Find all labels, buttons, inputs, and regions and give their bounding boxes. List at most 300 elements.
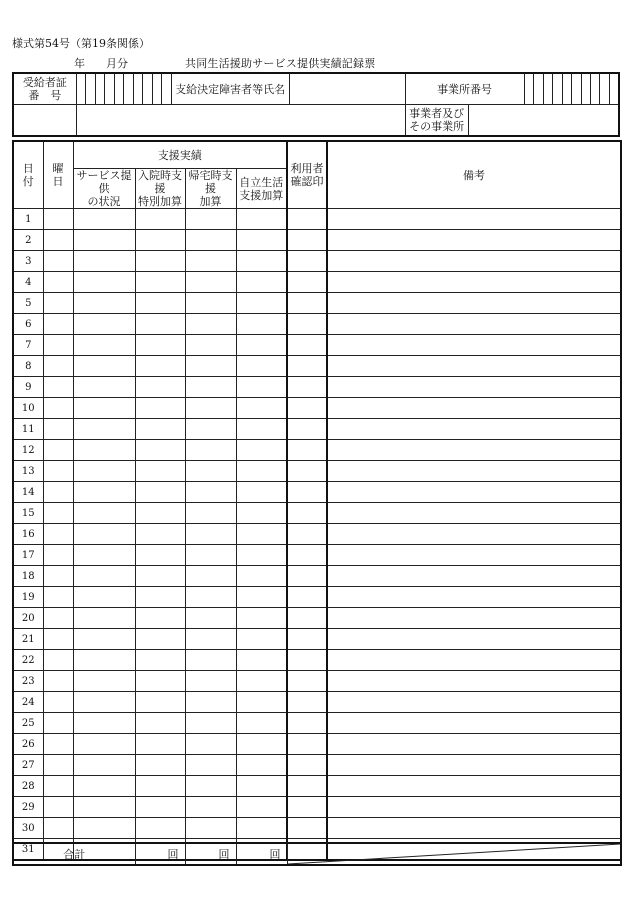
home-return-cell[interactable] xyxy=(185,377,236,398)
support-record-header: 支援実績 xyxy=(73,141,287,169)
weekday-cell[interactable] xyxy=(43,797,73,818)
service-status-cell[interactable] xyxy=(73,734,135,755)
recipient-digit-2[interactable] xyxy=(86,73,95,105)
home-return-cell[interactable] xyxy=(185,398,236,419)
weekday-cell[interactable] xyxy=(43,713,73,734)
remarks-cell[interactable] xyxy=(327,755,621,776)
user-confirm-cell[interactable] xyxy=(287,398,327,419)
day-row xyxy=(13,524,621,545)
weekday-cell[interactable] xyxy=(43,545,73,566)
office-digit-6[interactable] xyxy=(572,73,581,105)
weekday-cell[interactable] xyxy=(43,524,73,545)
header-box xyxy=(12,72,620,137)
day-number: 11 xyxy=(13,419,43,440)
service-status-cell[interactable] xyxy=(73,377,135,398)
independent-living-cell[interactable] xyxy=(236,335,287,356)
weekday-cell[interactable] xyxy=(43,755,73,776)
user-confirm-cell[interactable] xyxy=(287,797,327,818)
day-number: 18 xyxy=(13,566,43,587)
weekday-cell[interactable] xyxy=(43,503,73,524)
day-number: 28 xyxy=(13,776,43,797)
year-label: 年 xyxy=(74,57,85,70)
hospital-support-cell[interactable] xyxy=(135,209,185,230)
independent-living-cell[interactable] xyxy=(236,377,287,398)
home-return-cell[interactable] xyxy=(185,503,236,524)
independent-living-cell[interactable] xyxy=(236,671,287,692)
hospital-support-cell[interactable] xyxy=(135,692,185,713)
user-confirm-cell[interactable] xyxy=(287,713,327,734)
hospital-support-cell[interactable] xyxy=(135,608,185,629)
remarks-cell[interactable] xyxy=(327,293,621,314)
recipient-digit-5[interactable] xyxy=(114,73,123,105)
provider-field[interactable] xyxy=(468,105,619,137)
service-status-cell[interactable] xyxy=(73,818,135,839)
user-confirm-cell[interactable] xyxy=(287,608,327,629)
hospital-support-cell[interactable] xyxy=(135,776,185,797)
user-confirm-cell[interactable] xyxy=(287,314,327,335)
remarks-cell[interactable] xyxy=(327,566,621,587)
day-row xyxy=(13,755,621,776)
service-status-cell[interactable] xyxy=(73,461,135,482)
independent-living-cell[interactable] xyxy=(236,272,287,293)
hospital-support-cell[interactable] xyxy=(135,335,185,356)
office-digit-10[interactable] xyxy=(609,73,619,105)
service-status-cell[interactable] xyxy=(73,335,135,356)
day-row xyxy=(13,272,621,293)
remarks-cell[interactable] xyxy=(327,671,621,692)
hospital-support-cell[interactable] xyxy=(135,419,185,440)
totals-row xyxy=(12,842,622,866)
remarks-cell[interactable] xyxy=(327,587,621,608)
day-row xyxy=(13,503,621,524)
home-return-cell[interactable] xyxy=(185,692,236,713)
weekday-cell[interactable] xyxy=(43,566,73,587)
remarks-cell[interactable] xyxy=(327,440,621,461)
home-return-cell[interactable] xyxy=(185,293,236,314)
day-row xyxy=(13,482,621,503)
recipient-digit-10[interactable] xyxy=(162,73,171,105)
day-number: 1 xyxy=(13,209,43,230)
user-confirm-cell[interactable] xyxy=(287,734,327,755)
remarks-cell[interactable] xyxy=(327,692,621,713)
user-confirm-cell[interactable] xyxy=(287,335,327,356)
weekday-cell[interactable] xyxy=(43,482,73,503)
home-return-cell[interactable] xyxy=(185,755,236,776)
remarks-cell[interactable] xyxy=(327,230,621,251)
home-return-cell[interactable] xyxy=(185,671,236,692)
home-return-cell[interactable] xyxy=(185,440,236,461)
day-row xyxy=(13,713,621,734)
independent-living-cell[interactable] xyxy=(236,608,287,629)
independent-living-header xyxy=(236,169,287,209)
remarks-cell[interactable] xyxy=(327,272,621,293)
independent-living-cell[interactable] xyxy=(236,461,287,482)
month-label: 月分 xyxy=(106,57,128,70)
totals-label: 合計 xyxy=(13,843,135,865)
day-number: 27 xyxy=(13,755,43,776)
home-return-cell[interactable] xyxy=(185,461,236,482)
independent-living-cell[interactable] xyxy=(236,230,287,251)
home-return-cell[interactable] xyxy=(185,713,236,734)
day-number: 10 xyxy=(13,398,43,419)
home-return-cell[interactable] xyxy=(185,251,236,272)
remarks-cell[interactable] xyxy=(327,797,621,818)
recipient-digit-9[interactable] xyxy=(152,73,161,105)
hospital-support-cell[interactable] xyxy=(135,356,185,377)
hospital-support-cell[interactable] xyxy=(135,797,185,818)
office-digit-3[interactable] xyxy=(543,73,552,105)
day-row xyxy=(13,398,621,419)
weekday-cell[interactable] xyxy=(43,671,73,692)
hospital-support-cell[interactable] xyxy=(135,566,185,587)
remarks-cell[interactable] xyxy=(327,377,621,398)
service-status-cell[interactable] xyxy=(73,209,135,230)
hospital-support-cell[interactable] xyxy=(135,272,185,293)
recipient-digit-3[interactable] xyxy=(95,73,104,105)
day-number: 3 xyxy=(13,251,43,272)
hospital-support-line1: 入院時支援 xyxy=(138,169,182,195)
provider-label-line1: 事業者及び xyxy=(409,107,465,120)
weekday-cell[interactable] xyxy=(43,776,73,797)
remarks-cell[interactable] xyxy=(327,608,621,629)
home-return-cell[interactable] xyxy=(185,734,236,755)
day-number: 15 xyxy=(13,503,43,524)
hospital-support-line2: 特別加算 xyxy=(138,195,182,208)
hospital-support-cell[interactable] xyxy=(135,293,185,314)
office-number-label: 事業所番号 xyxy=(405,73,524,105)
recipient-name-label: 支給決定障害者等氏名 xyxy=(171,73,289,105)
hospital-support-cell[interactable] xyxy=(135,587,185,608)
home-return-cell[interactable] xyxy=(185,524,236,545)
user-confirm-cell[interactable] xyxy=(287,293,327,314)
weekday-cell[interactable] xyxy=(43,398,73,419)
day-row xyxy=(13,671,621,692)
independent-living-cell[interactable] xyxy=(236,818,287,839)
remarks-header: 備考 xyxy=(327,141,621,209)
service-status-cell[interactable] xyxy=(73,314,135,335)
day-rows xyxy=(13,209,621,861)
service-status-cell[interactable] xyxy=(73,398,135,419)
home-return-cell[interactable] xyxy=(185,419,236,440)
hospital-support-cell[interactable] xyxy=(135,650,185,671)
hospital-support-cell[interactable] xyxy=(135,482,185,503)
recipient-number-label-line2: 番 号 xyxy=(28,89,62,102)
remarks-cell[interactable] xyxy=(327,398,621,419)
recipient-digit-1[interactable] xyxy=(76,73,85,105)
hospital-support-cell[interactable] xyxy=(135,503,185,524)
hospital-support-cell[interactable] xyxy=(135,713,185,734)
user-confirm-cell[interactable] xyxy=(287,692,327,713)
hospital-support-cell[interactable] xyxy=(135,734,185,755)
day-number: 14 xyxy=(13,482,43,503)
independent-living-cell[interactable] xyxy=(236,440,287,461)
day-number: 4 xyxy=(13,272,43,293)
hospital-support-cell[interactable] xyxy=(135,524,185,545)
home-return-header xyxy=(185,169,236,209)
recipient-digit-6[interactable] xyxy=(124,73,133,105)
weekday-cell[interactable] xyxy=(43,587,73,608)
weekday-cell[interactable] xyxy=(43,293,73,314)
independent-living-cell[interactable] xyxy=(236,755,287,776)
remarks-cell[interactable] xyxy=(327,734,621,755)
service-status-cell[interactable] xyxy=(73,356,135,377)
home-return-cell[interactable] xyxy=(185,776,236,797)
independent-living-cell[interactable] xyxy=(236,503,287,524)
office-digit-4[interactable] xyxy=(553,73,562,105)
remarks-cell[interactable] xyxy=(327,713,621,734)
remarks-cell[interactable] xyxy=(327,650,621,671)
weekday-cell[interactable] xyxy=(43,629,73,650)
service-status-cell[interactable] xyxy=(73,440,135,461)
recipient-number-label xyxy=(13,73,76,105)
independent-living-cell[interactable] xyxy=(236,629,287,650)
independent-living-cell[interactable] xyxy=(236,797,287,818)
remarks-cell[interactable] xyxy=(327,776,621,797)
form-title: 共同生活援助サービス提供実績記録票 xyxy=(185,57,376,70)
user-confirm-cell[interactable] xyxy=(287,650,327,671)
hospital-support-cell[interactable] xyxy=(135,251,185,272)
independent-living-cell[interactable] xyxy=(236,524,287,545)
hospital-support-cell[interactable] xyxy=(135,671,185,692)
home-return-cell[interactable] xyxy=(185,209,236,230)
home-return-cell[interactable] xyxy=(185,587,236,608)
independent-living-cell[interactable] xyxy=(236,734,287,755)
remarks-cell[interactable] xyxy=(327,545,621,566)
recipient-name-field[interactable] xyxy=(289,73,405,105)
independent-living-cell[interactable] xyxy=(236,251,287,272)
home-return-cell[interactable] xyxy=(185,545,236,566)
independent-living-cell[interactable] xyxy=(236,692,287,713)
day-number: 6 xyxy=(13,314,43,335)
service-status-cell[interactable] xyxy=(73,587,135,608)
service-status-cell[interactable] xyxy=(73,503,135,524)
day-row xyxy=(13,440,621,461)
home-return-line1: 帰宅時支援 xyxy=(188,169,233,195)
hospital-support-cell[interactable] xyxy=(135,398,185,419)
weekday-cell[interactable] xyxy=(43,692,73,713)
independent-living-cell[interactable] xyxy=(236,713,287,734)
independent-living-cell[interactable] xyxy=(236,482,287,503)
weekday-cell[interactable] xyxy=(43,251,73,272)
weekday-cell[interactable] xyxy=(43,314,73,335)
office-digit-8[interactable] xyxy=(591,73,600,105)
day-row xyxy=(13,650,621,671)
office-digit-2[interactable] xyxy=(534,73,543,105)
weekday-cell[interactable] xyxy=(43,209,73,230)
day-row xyxy=(13,629,621,650)
day-row xyxy=(13,293,621,314)
remarks-cell[interactable] xyxy=(327,482,621,503)
weekday-cell[interactable] xyxy=(43,230,73,251)
home-return-cell[interactable] xyxy=(185,356,236,377)
home-return-cell[interactable] xyxy=(185,230,236,251)
independent-living-cell[interactable] xyxy=(236,587,287,608)
user-confirm-cell[interactable] xyxy=(287,587,327,608)
service-status-cell[interactable] xyxy=(73,629,135,650)
remarks-cell[interactable] xyxy=(327,335,621,356)
day-row xyxy=(13,377,621,398)
weekday-cell[interactable] xyxy=(43,608,73,629)
day-number: 23 xyxy=(13,671,43,692)
service-status-cell[interactable] xyxy=(73,272,135,293)
weekday-cell[interactable] xyxy=(43,734,73,755)
day-number: 21 xyxy=(13,629,43,650)
service-status-cell[interactable] xyxy=(73,524,135,545)
user-confirm-cell[interactable] xyxy=(287,230,327,251)
independent-living-cell[interactable] xyxy=(236,314,287,335)
service-status-cell[interactable] xyxy=(73,251,135,272)
independent-living-cell[interactable] xyxy=(236,398,287,419)
office-digit-1[interactable] xyxy=(524,73,533,105)
day-row xyxy=(13,776,621,797)
user-confirm-cell[interactable] xyxy=(287,671,327,692)
independent-living-cell[interactable] xyxy=(236,293,287,314)
user-confirm-cell[interactable] xyxy=(287,545,327,566)
recipient-extra-cell[interactable] xyxy=(13,105,76,137)
weekday-column-header xyxy=(43,141,73,209)
hospital-support-cell[interactable] xyxy=(135,314,185,335)
independent-living-cell[interactable] xyxy=(236,650,287,671)
total-home-return[interactable]: 回 xyxy=(185,843,236,865)
hospital-support-cell[interactable] xyxy=(135,755,185,776)
day-row xyxy=(13,818,621,839)
service-status-cell[interactable] xyxy=(73,797,135,818)
user-confirm-cell[interactable] xyxy=(287,461,327,482)
user-confirm-cell[interactable] xyxy=(287,755,327,776)
service-status-cell[interactable] xyxy=(73,608,135,629)
day-number: 24 xyxy=(13,692,43,713)
home-return-cell[interactable] xyxy=(185,566,236,587)
day-row xyxy=(13,251,621,272)
user-confirm-cell[interactable] xyxy=(287,482,327,503)
service-status-cell[interactable] xyxy=(73,671,135,692)
independent-living-cell[interactable] xyxy=(236,419,287,440)
weekday-cell[interactable] xyxy=(43,272,73,293)
home-return-line2: 加算 xyxy=(199,195,222,208)
weekday-cell[interactable] xyxy=(43,335,73,356)
user-confirm-cell[interactable] xyxy=(287,377,327,398)
day-column-header xyxy=(13,141,43,209)
service-status-cell[interactable] xyxy=(73,713,135,734)
office-digit-5[interactable] xyxy=(562,73,571,105)
service-status-cell[interactable] xyxy=(73,776,135,797)
recipient-digit-4[interactable] xyxy=(105,73,114,105)
remarks-cell[interactable] xyxy=(327,524,621,545)
service-status-cell[interactable] xyxy=(73,482,135,503)
remarks-cell[interactable] xyxy=(327,314,621,335)
hospital-support-cell[interactable] xyxy=(135,377,185,398)
service-status-cell[interactable] xyxy=(73,566,135,587)
user-confirm-cell[interactable] xyxy=(287,419,327,440)
independent-living-cell[interactable] xyxy=(236,209,287,230)
weekday-cell[interactable] xyxy=(43,650,73,671)
independent-living-cell[interactable] xyxy=(236,545,287,566)
service-status-cell[interactable] xyxy=(73,293,135,314)
service-status-cell[interactable] xyxy=(73,230,135,251)
weekday-cell[interactable] xyxy=(43,440,73,461)
remarks-cell[interactable] xyxy=(327,629,621,650)
user-confirm-header xyxy=(287,141,327,209)
service-status-cell[interactable] xyxy=(73,755,135,776)
day-number: 31 xyxy=(13,839,43,861)
user-confirm-cell[interactable] xyxy=(287,356,327,377)
total-hospital-support[interactable]: 回 xyxy=(135,843,185,865)
remarks-cell[interactable] xyxy=(327,818,621,839)
hospital-support-cell[interactable] xyxy=(135,461,185,482)
service-status-cell[interactable] xyxy=(73,650,135,671)
service-status-cell[interactable] xyxy=(73,545,135,566)
hospital-support-cell[interactable] xyxy=(135,818,185,839)
hospital-support-cell[interactable] xyxy=(135,629,185,650)
office-digit-9[interactable] xyxy=(600,73,609,105)
user-confirm-cell[interactable] xyxy=(287,566,327,587)
weekday-header-line1: 曜 xyxy=(52,162,64,175)
totals-diagonal-cell xyxy=(287,843,621,865)
day-row xyxy=(13,587,621,608)
service-status-cell[interactable] xyxy=(73,692,135,713)
hospital-support-cell[interactable] xyxy=(135,230,185,251)
weekday-cell[interactable] xyxy=(43,419,73,440)
user-confirm-cell[interactable] xyxy=(287,272,327,293)
weekday-cell[interactable] xyxy=(43,818,73,839)
home-return-cell[interactable] xyxy=(185,314,236,335)
remarks-cell[interactable] xyxy=(327,251,621,272)
day-row xyxy=(13,566,621,587)
remarks-cell[interactable] xyxy=(327,503,621,524)
home-return-cell[interactable] xyxy=(185,608,236,629)
day-number: 13 xyxy=(13,461,43,482)
user-confirm-cell[interactable] xyxy=(287,524,327,545)
hospital-support-cell[interactable] xyxy=(135,545,185,566)
user-confirm-cell[interactable] xyxy=(287,629,327,650)
independent-living-cell[interactable] xyxy=(236,566,287,587)
user-confirm-cell[interactable] xyxy=(287,209,327,230)
weekday-cell[interactable] xyxy=(43,356,73,377)
remarks-cell[interactable] xyxy=(327,209,621,230)
recipient-name-extra-cell[interactable] xyxy=(76,105,405,137)
remarks-cell[interactable] xyxy=(327,461,621,482)
home-return-cell[interactable] xyxy=(185,818,236,839)
home-return-cell[interactable] xyxy=(185,272,236,293)
weekday-cell[interactable] xyxy=(43,377,73,398)
independent-living-cell[interactable] xyxy=(236,776,287,797)
weekday-cell[interactable] xyxy=(43,461,73,482)
service-status-cell[interactable] xyxy=(73,419,135,440)
day-row xyxy=(13,608,621,629)
service-status-header xyxy=(73,169,135,209)
remarks-cell[interactable] xyxy=(327,419,621,440)
user-confirm-cell[interactable] xyxy=(287,818,327,839)
day-number: 26 xyxy=(13,734,43,755)
user-confirm-cell[interactable] xyxy=(287,251,327,272)
user-confirm-cell[interactable] xyxy=(287,776,327,797)
recipient-digit-8[interactable] xyxy=(143,73,152,105)
hospital-support-cell[interactable] xyxy=(135,440,185,461)
office-digit-7[interactable] xyxy=(581,73,590,105)
day-row xyxy=(13,461,621,482)
total-independent-living[interactable]: 回 xyxy=(236,843,287,865)
home-return-cell[interactable] xyxy=(185,629,236,650)
user-confirm-cell[interactable] xyxy=(287,440,327,461)
remarks-cell[interactable] xyxy=(327,356,621,377)
independent-living-cell[interactable] xyxy=(236,356,287,377)
home-return-cell[interactable] xyxy=(185,650,236,671)
home-return-cell[interactable] xyxy=(185,482,236,503)
home-return-cell[interactable] xyxy=(185,797,236,818)
user-confirm-cell[interactable] xyxy=(287,503,327,524)
home-return-cell[interactable] xyxy=(185,335,236,356)
recipient-digit-7[interactable] xyxy=(133,73,142,105)
